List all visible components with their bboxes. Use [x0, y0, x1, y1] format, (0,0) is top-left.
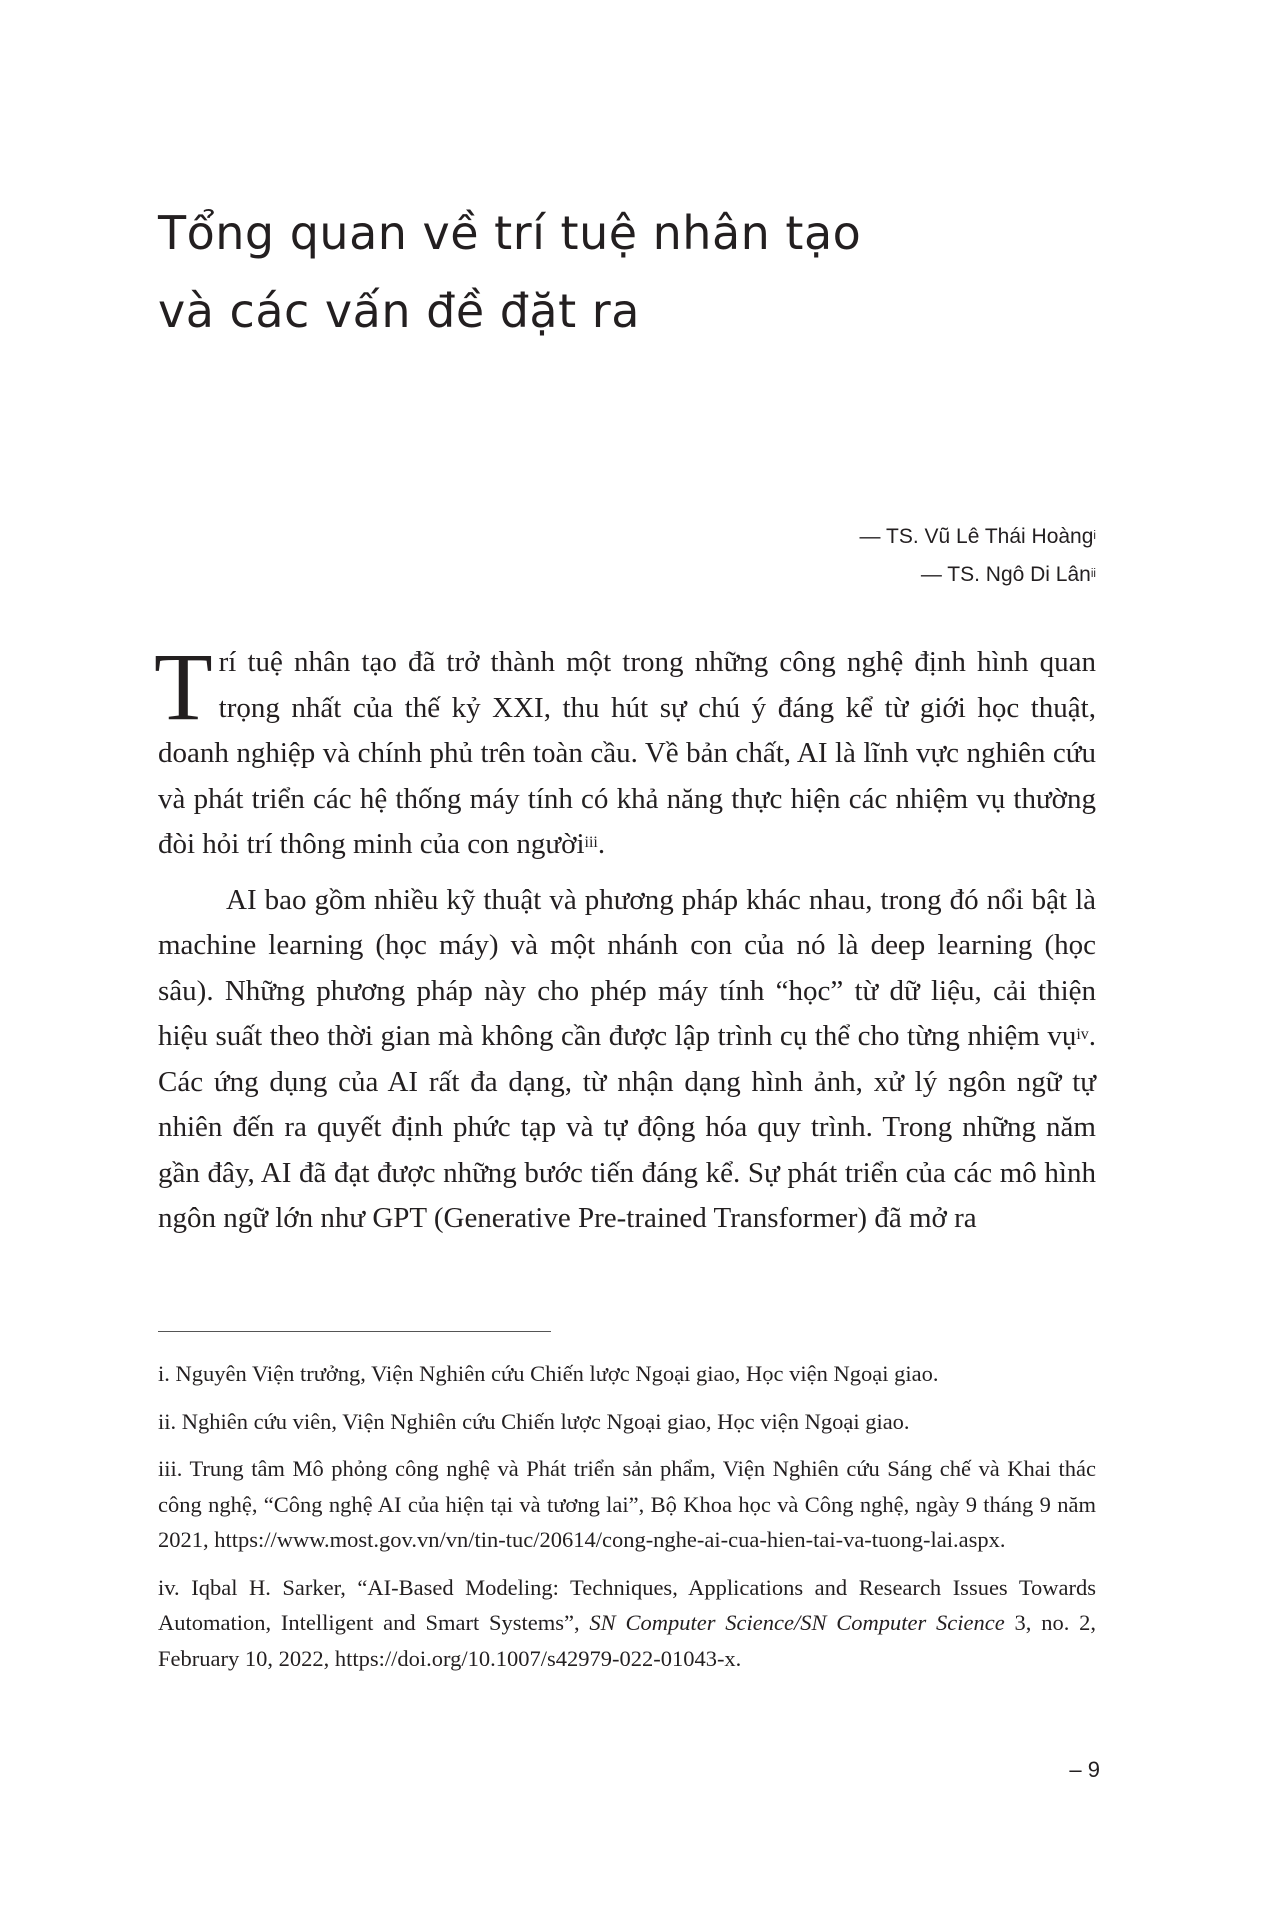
chapter-title	[158, 194, 1118, 350]
paragraph-2	[158, 878, 1096, 1242]
footnote-divider	[158, 1331, 551, 1332]
author-2-name: — TS. Ngô Di Lân	[920, 563, 1091, 586]
footnote-iv-prefix: iv. Iqbal H. Sarker, “AI-Based Modeling: Techniques, Applications and Research Issues Towards Automation, Intelligent and Smart Systems”,	[158, 1574, 1096, 1635]
paragraph-1-tail: .	[597, 828, 606, 860]
footnote-i: i. Nguyên Viện trưởng, Viện Nghiên cứu Chiến lược Ngoại giao, Học viện Ngoại giao.	[158, 1361, 939, 1386]
chapter-title-line-1: Tổng quan về trí tuệ nhân tạo	[158, 206, 862, 260]
chapter-title-line-2: và các vấn đề đặt ra	[158, 284, 640, 338]
footnote-iv-journal: SN Computer Science/SN Computer Science	[589, 1610, 1005, 1635]
drop-cap: T	[154, 633, 213, 740]
footnote-iv-suffix: 3, no. 2, February 10, 2022, https://doi.org/10.1007/s42979-022-01043-x.	[158, 1610, 1096, 1671]
author-list	[860, 518, 1096, 594]
author-2	[860, 556, 1096, 594]
author-1-note-marker[interactable]: i	[1093, 529, 1096, 542]
footnote-marker-iv[interactable]: iv	[1076, 1026, 1089, 1044]
footnote-iii: iii. Trung tâm Mô phỏng công nghệ và Phát triển sản phẩm, Viện Nghiên cứu Sáng chế và Khai thác công nghệ, “Công nghệ AI của hiện tại và tương lai”, Bộ Khoa học và Công nghệ, ngày 9 tháng 9 năm 2021, https://www.most.gov.vn/vn/tin-tuc/20614/cong-nghe-ai-cua-hien-tai-va-tuong-lai.aspx.	[158, 1456, 1096, 1552]
author-2-note-marker[interactable]: ii	[1090, 567, 1096, 580]
paragraph-2-text-a: AI bao gồm nhiều kỹ thuật và phương pháp khác nhau, trong đó nổi bật là machine learning (học máy) và một nhánh con của nó là deep learning (học sâu). Những phương pháp này cho phép máy tính “học” từ dữ liệu, cải thiện hiệu suất theo thời gian mà không cần được lập trình cụ thể cho từng nhiệm vụ	[158, 883, 1096, 1052]
body-text	[154, 633, 1096, 1252]
paragraph-2-text-b: . Các ứng dụng của AI rất đa dạng, từ nhận dạng hình ảnh, xử lý ngôn ngữ tự nhiên đến ra quyết định phức tạp và tự động hóa quy trình. Trong những năm gần đây, AI đã đạt được những bước tiến đáng kể. Sự phát triển của các mô hình ngôn ngữ lớn như GPT (Generative Pre-trained Transformer) đã mở ra	[158, 1020, 1096, 1234]
footnote-ii: ii. Nghiên cứu viên, Viện Nghiên cứu Chiến lược Ngoại giao, Học viện Ngoại giao.	[158, 1408, 910, 1434]
footnote-iv	[158, 1570, 1096, 1677]
footnotes	[158, 1356, 1096, 1688]
author-1	[860, 518, 1096, 556]
page-number: – 9	[1069, 1757, 1100, 1782]
footnote-marker-iii[interactable]: iii	[584, 834, 598, 852]
paragraph-1	[154, 633, 1096, 868]
paragraph-1-text: rí tuệ nhân tạo đã trở thành một trong những công nghệ định hình quan trọng nhất của thế kỷ XXI, thu hút sự chú ý đáng kể từ giới học thuật, doanh nghiệp và chính phủ trên toàn cầu. Về bản chất, AI là lĩnh vực nghiên cứu và phát triển các hệ thống máy tính có khả năng thực hiện các nhiệm vụ thường đòi hỏi trí thông minh của con người	[158, 646, 1096, 860]
author-1-name: — TS. Vũ Lê Thái Hoàng	[859, 525, 1094, 548]
